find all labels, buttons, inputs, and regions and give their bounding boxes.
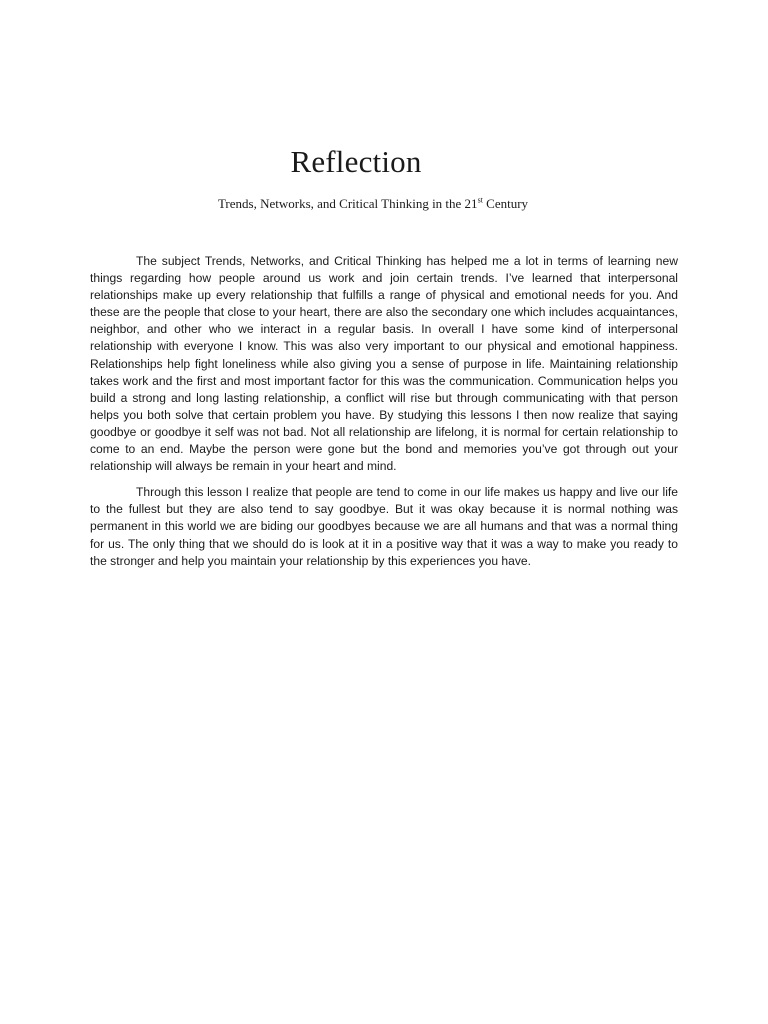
- paragraph-1: The subject Trends, Networks, and Critical Thinking has helped me a lot in terms of learning new things regarding how people around us work and join certain trends. I’ve learned that interpersonal relationships make up every relationship that fulfills a range of physical and emotional needs for you. And these are the people that close to your heart, there are also the secondary one which includes acquaintances, neighbor, and other who we interact in a regular basis. In overall I have some kind of interpersonal relationship with everyone I know. This was also very important to our physical and emotional happiness. Relationships help fight loneliness while also giving you a sense of purpose in life. Maintaining relationship takes work and the first and most important factor for this was the communication. Communication helps you build a strong and long lasting relationship, a conflict will rise but through communicating with that person helps you both solve that certain problem you have. By studying this lessons I then now realize that saying goodbye or goodbye it self was not bad. Not all relationship are lifelong, it is normal for certain relationship to come to an end. Maybe the person were gone but the bond and memories you’ve got through out your relationship will always be remain in your heart and mind.: [90, 254, 678, 474]
- document-title: Reflection: [290, 144, 422, 179]
- subtitle-superscript: st: [477, 195, 483, 205]
- subtitle-text-end: Century: [482, 196, 529, 211]
- subtitle-text: Trends, Networks, and Critical Thinking in the 21: [217, 196, 478, 211]
- document-body: [90, 253, 678, 579]
- document-subtitle: [0, 196, 746, 212]
- paragraph-2: Through this lesson I realize that people are tend to come in our life makes us happy and live our life to the fullest but they are also tend to say goodbye. But it was okay because it is normal nothing was permanent in this world we are biding our goodbyes because we are all humans and that was a normal thing for us. The only thing that we should do is look at it in a positive way that it was a way to make you ready to the stronger and help you maintain your relationship by this experiences you have.: [90, 485, 678, 568]
